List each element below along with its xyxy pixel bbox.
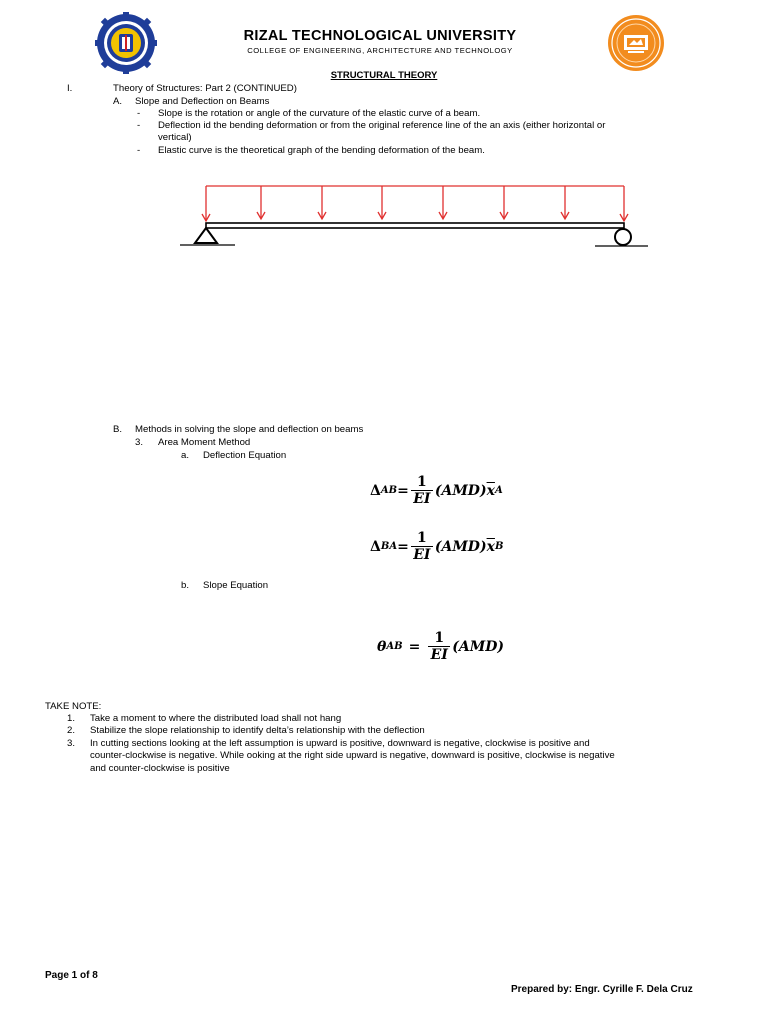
slope-equation: θ AB = $\frac{1}{EI}$ (AMD) (377, 630, 505, 664)
note-number: 1. (67, 713, 76, 724)
simply-supported-beam-uniform-load-icon (175, 180, 655, 252)
deflection-equation-ab: Δ AB = $\frac{1}{EI}$ (AMD) $\overline{x}$ A (370, 474, 503, 508)
item-b-title: Slope Equation (203, 580, 269, 591)
note-number: 3. (67, 738, 76, 749)
bullet-dash: - (137, 145, 141, 156)
bullet-dash: - (137, 108, 141, 119)
college-name: COLLEGE OF ENGINEERING, ARCHITECTURE AND TECHNOLOGY (247, 46, 513, 55)
note-text: Stabilize the slope relationship to identify delta’s relationship with the deflection (90, 725, 425, 736)
note-number: 2. (67, 725, 76, 736)
note-text: In cutting sections looking at the left assumption is upward is positive, downward is negative, clockwise is positive and (90, 738, 590, 749)
subsection-b-title: Methods in solving the slope and deflection on beams (135, 424, 364, 435)
method-title: Area Moment Method (158, 437, 251, 448)
bullet-text: Slope is the rotation or angle of the curvature of the elastic curve of a beam. (158, 108, 481, 119)
document-title: STRUCTURAL THEORY (330, 70, 438, 81)
prepared-by: Prepared by: Engr. Cyrille F. Dela Cruz (511, 984, 693, 995)
bullet-text: Deflection id the bending deformation or from the original reference line of the an axis (either horizontal or (158, 120, 606, 131)
page-number: Page 1 of 8 (45, 970, 98, 981)
bullet-dash: - (137, 120, 141, 131)
item-b-label: b. (181, 580, 190, 591)
take-note-heading: TAKE NOTE: (45, 701, 102, 712)
note-text: Take a moment to where the distributed load shall not hang (90, 713, 342, 724)
note-text-continued: and counter-clockwise is positive (90, 763, 230, 774)
section-number: I. (67, 83, 73, 94)
item-a-label: a. (181, 450, 190, 461)
section-title: Theory of Structures: Part 2 (CONTINUED) (113, 83, 297, 94)
item-a-title: Deflection Equation (203, 450, 287, 461)
bullet-text: Elastic curve is the theoretical graph of the bending deformation of the beam. (158, 145, 485, 156)
method-number: 3. (135, 437, 144, 448)
deflection-equation-ba: Δ BA = $\frac{1}{EI}$ (AMD) $\overline{x}$ B (370, 530, 504, 564)
note-text-continued: counter-clockwise is negative. While ooking at the right side upward is negative, downward is positive, clockwise is negative (90, 750, 615, 761)
subsection-b-label: B. (113, 424, 123, 435)
bullet-text-continued: vertical) (158, 132, 192, 143)
subsection-a-title: Slope and Deflection on Beams (135, 96, 270, 107)
university-name: RIZAL TECHNOLOGICAL UNIVERSITY (243, 28, 517, 44)
subsection-a-label: A. (113, 96, 123, 107)
